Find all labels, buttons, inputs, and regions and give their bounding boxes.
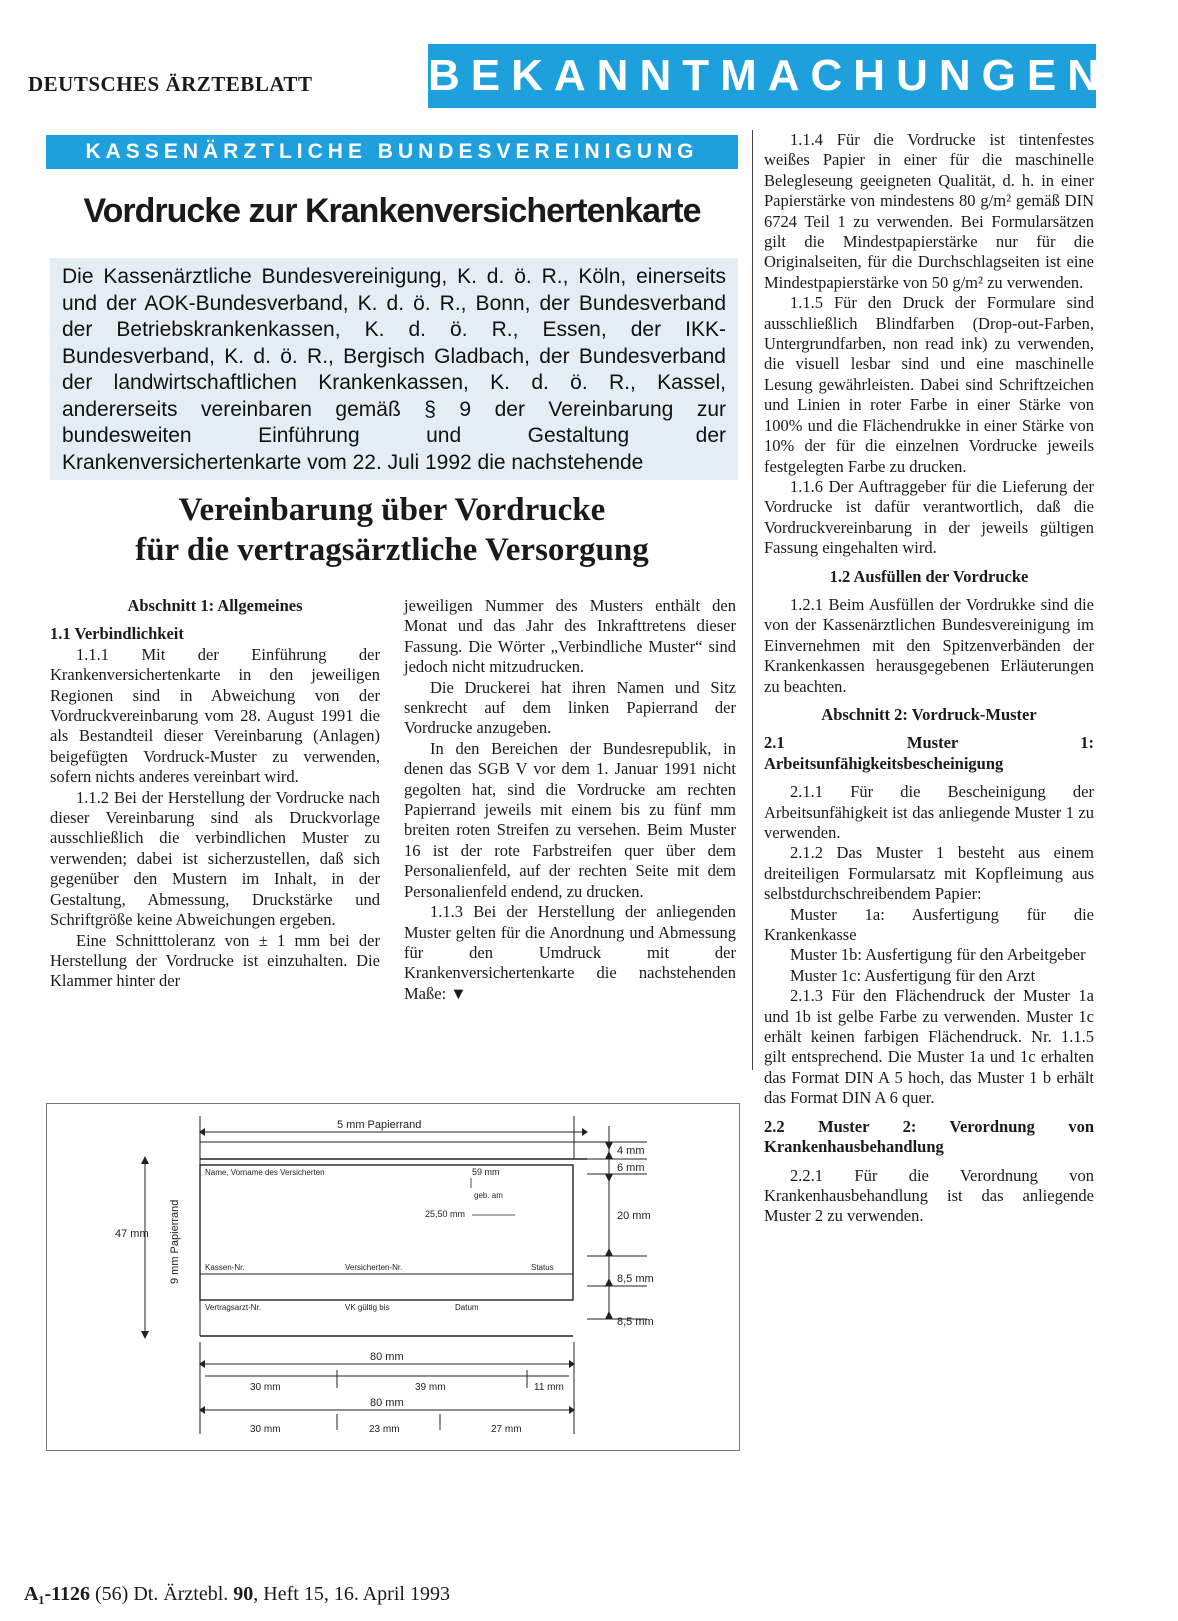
page-footer [24, 1583, 450, 1606]
headline: Vordrucke zur Krankenversichertenkarte [83, 192, 701, 230]
agreement-title-line2: für die vertragsärztliche Versorgung [135, 532, 649, 568]
field-kassen-nr: Kassen-Nr. [205, 1263, 245, 1272]
label-80mm-b: 80 mm [370, 1397, 404, 1409]
section-banner: BEKANNTMACHUNGEN [428, 44, 1096, 108]
label-30mm-b: 30 mm [250, 1424, 281, 1435]
paragraph: 1.1.1 Mit der Einführung der Krankenversichertenkarte in den jeweiligen Regionen sind in Abweichung von der Vordruckvereinbarung vom 28. August 1991 die als Bestandteil dieser Vereinbarung (Anlagen) beigefügten Vordruck-Muster zu verwenden, sofern nichts anderes vereinbart wird. [50, 644, 380, 787]
list-item: Muster 1c: Ausfertigung für den Arzt [790, 965, 1036, 985]
paragraph: Die Druckerei hat ihren Namen und Sitz senkrecht auf dem linken Papierrand der Vordrucke anzugeben. [404, 677, 736, 738]
label-59mm: 59 mm [472, 1167, 500, 1177]
paragraph: 1.1.6 Der Auftraggeber für die Lieferung der Vordrucke ist dafür verantwortlich, daß die Vordruckvereinbarung in der jeweils gültigen Fassung eingehalten wird. [764, 476, 1094, 558]
label-27mm: 27 mm [491, 1424, 522, 1435]
label-23mm: 23 mm [369, 1424, 400, 1435]
journal-name: DEUTSCHES ÄRZTEBLATT [28, 72, 313, 96]
label-6mm: 6 mm [617, 1162, 645, 1174]
subsection-heading: 2.1 Muster 1: Arbeitsunfähigkeitsbescheinigung [764, 733, 1094, 773]
field-versicherten-nr: Versicherten-Nr. [345, 1263, 403, 1272]
footer-citation: (56) Dt. Ärztebl. [95, 1583, 229, 1605]
paragraph: 1.1.4 Für die Vordrucke ist tintenfestes weißes Papier in einer für die maschinelle Belegleseung geeigneten Qualität, d. h. in einer Papierstärke von mindestens 80 g/m² gemäß DIN 6724 Teil 1 zu verwenden. Bei Formularsätzen gilt die Mindestpapierstärke nur für die Originalseiten, für die Durchschlagseiten ist eine Mindestpapierstärke von 50 g/m² zu verwenden. [764, 130, 1094, 292]
list-item: Muster 1a: Ausfertigung für die Krankenkasse [764, 904, 1094, 945]
paragraph: 2.1.1 Für die Bescheinigung der Arbeitsunfähigkeit ist das anliegende Muster 1 zu verwenden. [764, 782, 1094, 842]
label-30mm-a: 30 mm [250, 1382, 281, 1393]
kbv-bar: KASSENÄRZTLICHE BUNDESVEREINIGUNG [46, 135, 738, 169]
footer-volume: 90 [233, 1583, 254, 1605]
label-2550mm: 25,50 mm [425, 1209, 466, 1219]
paragraph: 2.2.1 Für die Verordnung von Krankenhausbehandlung ist das anliegende Muster 2 zu verwenden. [764, 1165, 1094, 1226]
subsection-heading: 1.1 Verbindlichkeit [50, 624, 184, 644]
subsection-heading: 2.2 Muster 2: Verordnung von Krankenhausbehandlung [764, 1116, 1094, 1157]
footer-issue: , Heft 15, 16. April 1993 [253, 1583, 450, 1605]
section-heading: Abschnitt 1: Allgemeines [127, 596, 303, 615]
list-item: Muster 1b: Ausfertigung für den Arbeitgeber [790, 945, 1086, 965]
intro-box [50, 258, 738, 480]
field-geb-am: geb. am [474, 1191, 503, 1200]
paragraph: 1.2.1 Beim Ausfüllen der Vordrukke sind die von der Kassenärztlichen Bundesvereinigung im Einvernehmen mit den Spitzenverbänden der Krankenkassen herausgegebenen Erläuterungen zu beachten. [764, 594, 1094, 696]
label-4mm: 4 mm [617, 1145, 645, 1157]
column-3 [764, 130, 1094, 1227]
column-divider [752, 130, 753, 1070]
section-heading: Abschnitt 2: Vordruck-Muster [821, 704, 1037, 724]
paragraph: jeweiligen Nummer des Musters enthält den Monat und das Jahr des Inkrafttretens dieser Fassung. Die Wörter „Verbindliche Muster“ sind jedoch nicht mitzudrucken. [404, 596, 736, 677]
field-datum: Datum [455, 1303, 479, 1312]
dimension-diagram [46, 1103, 740, 1451]
label-85mm-a: 8,5 mm [617, 1273, 654, 1285]
paragraph: In den Bereichen der Bundesrepublik, in denen das SGB V vor dem 1. Januar 1991 nicht gegolten hat, sind die Vordrucke am rechten Papierrand jeweils mit einem bis zu fünf mm breiten roten Streifen zu versehen. Beim Muster 16 ist der rote Farbstreifen quer über dem Personalienfeld, auf der rechten Seite mit dem Personalienfeld endend, zu drucken. [404, 738, 736, 901]
subsection-heading: 1.2 Ausfüllen der Vordrucke [829, 566, 1029, 586]
paragraph: 1.1.3 Bei der Herstellung der anliegenden Muster gelten für die Anordnung und Abmessung für den Umdruck mit der Krankenversichertenkarte die nachstehenden Maße: ▼ [404, 902, 736, 1003]
label-papierrand-top: 5 mm Papierrand [337, 1119, 422, 1131]
label-80mm-a: 80 mm [370, 1351, 404, 1363]
paragraph: 1.1.2 Bei der Herstellung der Vordrucke nach dieser Vereinbarung sind als Druckvorlage ausschließlich die verbindlichen Muster zu verwenden; dabei ist sicherzustellen, daß sich gegenüber den Mustern im Inhalt, in der Gestaltung, Abmessung, Druckstärke und Schriftgröße keine Abweichungen ergeben. [50, 787, 380, 930]
field-vertragsarzt-nr: Vertragsarzt-Nr. [205, 1303, 262, 1312]
intro-text: Die Kassenärztliche Bundesvereinigung, K. d. ö. R., Köln, einerseits und der AOK-Bundesverband, K. d. ö. R., Bonn, der Bundesverband der Betriebskrankenkassen, K. d. ö. R., Essen, der IKK-Bundesverband, K. d. ö. R., Bergisch Gladbach, der Bundesverband der landwirtschaftlichen Krankenkassen, K. d. ö. R., Kassel, andererseits vereinbaren gemäß § 9 der Vereinbarung zur bundesweiten Einführung und Gestaltung der Krankenversichertenkarte vom 22. Juli 1992 die nachstehende [62, 265, 726, 474]
column-1 [50, 596, 380, 992]
label-39mm: 39 mm [415, 1382, 446, 1393]
masthead [28, 44, 1110, 108]
paragraph: 2.1.3 Für den Flächendruck der Muster 1a und 1b ist gelbe Farbe zu verwenden. Muster 1c erhält keinen farbigen Flächendruck. Nr. 1.1.5 gilt entsprechend. Die Muster 1a und 1c erhalten das Format DIN A 5 hoch, das Muster 1 b erhält das Format DIN A 6 quer. [764, 986, 1094, 1108]
field-status: Status [531, 1263, 554, 1272]
agreement-title-line1: Vereinbarung über Vordrucke [178, 492, 606, 528]
paragraph: Eine Schnitttoleranz von ± 1 mm bei der Herstellung der Vordrucke ist einzuhalten. Die Klammer hinter der [50, 930, 380, 991]
label-20mm: 20 mm [617, 1210, 651, 1222]
label-47mm: 47 mm [115, 1228, 149, 1240]
label-papierrand-left: 9 mm Papierrand [169, 1199, 181, 1284]
page-number: A₁-1126 [24, 1583, 90, 1605]
paragraph: 2.1.2 Das Muster 1 besteht aus einem dreiteiligen Formularsatz mit Kopfleimung aus selbstdurchschreibendem Papier: [764, 843, 1094, 904]
column-2 [404, 596, 736, 1004]
field-vk-gueltig: VK gültig bis [345, 1303, 390, 1312]
label-85mm-b: 8,5 mm [617, 1316, 654, 1328]
paragraph: 1.1.5 Für den Druck der Formulare sind ausschließlich Blindfarben (Drop-out-Farben, Untergrundfarben, non read ink) zu verwenden, die visuell lesbar sind und eine maschinelle Lesung gewährleisten. Dabei sind Schriftzeichen und Linien in roter Farbe in einer Stärke von 100% und die Flächendrukke in einer Stärke von 10% der für die einzelnen Vordrucke jeweils festgelegten Farbe zu drucken. [764, 293, 1094, 476]
label-11mm: 11 mm [534, 1382, 564, 1393]
agreement-title [46, 490, 738, 570]
field-name-label: Name, Vorname des Versicherten [205, 1168, 325, 1177]
